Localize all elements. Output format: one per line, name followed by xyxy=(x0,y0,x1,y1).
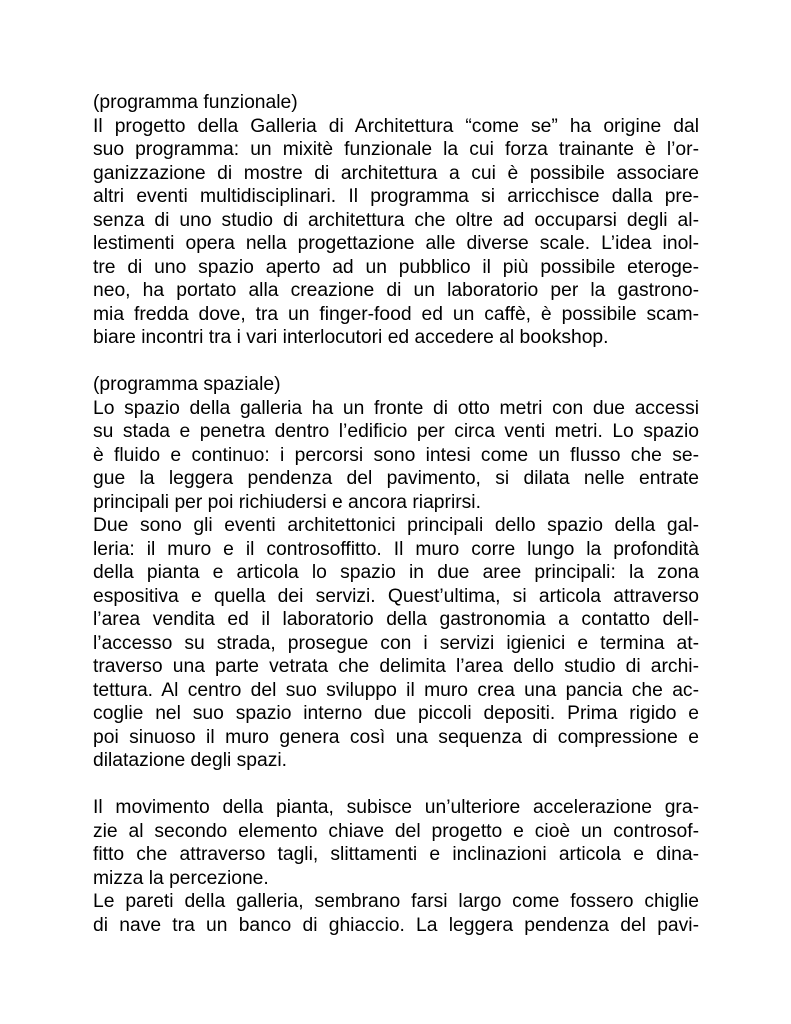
paragraph-line: fitto che attraverso tagli, slittamenti e inclinazioni articola e dina- xyxy=(93,844,699,865)
paragraph-line: suo programma: un mixitè funzionale la cui forza trainante è l’or- xyxy=(93,139,699,160)
paragraph-line: tettura. Al centro del suo sviluppo il muro crea una pancia che ac- xyxy=(93,679,699,701)
paragraph-line: mizza la percezione. xyxy=(93,867,269,889)
section-spacer xyxy=(93,350,699,374)
paragraph-line: della pianta e articola lo spazio in due aree principali: la zona xyxy=(93,562,699,583)
paragraph-line: poi sinuoso il muro genera così una sequenza di compressione e xyxy=(93,726,699,748)
paragraph-line: Il movimento della pianta, subisce un’ulteriore accelerazione gra- xyxy=(93,797,699,818)
paragraph-line: Le pareti della galleria, sembrano farsi largo come fossero chiglie xyxy=(93,891,699,912)
section-heading-spaziale: (programma spaziale) xyxy=(93,374,281,395)
paragraph-line: neo, ha portato alla creazione di un laboratorio per la gastrono- xyxy=(93,280,699,301)
paragraph-line: principali per poi richiudersi e ancora riaprirsi. xyxy=(93,491,481,513)
paragraph-line: biare incontri tra i vari interlocutori ed accedere al bookshop. xyxy=(93,327,609,348)
paragraph-line: espositiva e quella dei servizi. Quest’ultima, si articola attraverso xyxy=(93,585,699,607)
section-spacer xyxy=(93,773,699,797)
paragraph-line: Due sono gli eventi architettonici principali dello spazio della gal- xyxy=(93,515,699,536)
paragraph-line: zie al secondo elemento chiave del progetto e cioè un controsof- xyxy=(93,820,699,842)
paragraph-line: l’accesso su strada, prosegue con i servizi igienici e termina at- xyxy=(93,632,699,654)
paragraph-line: Il progetto della Galleria di Architettura “come se” ha origine dal xyxy=(93,115,699,137)
paragraph-line: dilatazione degli spazi. xyxy=(93,750,288,771)
paragraph-line: coglie nel suo spazio interno due piccoli depositi. Prima rigido e xyxy=(93,703,699,724)
paragraph-line: l’area vendita ed il laboratorio della gastronomia a contatto dell- xyxy=(93,609,699,630)
paragraph-line: leria: il muro e il controsoffitto. Il muro corre lungo la profondità xyxy=(93,538,699,560)
paragraph-line: gue la leggera pendenza del pavimento, si dilata nelle entrate xyxy=(93,468,699,489)
paragraph-line: senza di uno studio di architettura che oltre ad occuparsi degli al- xyxy=(93,209,699,231)
paragraph-line: altri eventi multidisciplinari. Il programma si arricchisce dalla pre- xyxy=(93,186,699,207)
section-heading-funzionale: (programma funzionale) xyxy=(93,92,298,113)
paragraph-line: su stada e penetra dentro l’edificio per circa venti metri. Lo spazio xyxy=(93,421,699,442)
paragraph-line: tre di uno spazio aperto ad un pubblico il più possibile eteroge- xyxy=(93,256,699,278)
paragraph-line: mia fredda dove, tra un finger-food ed un caffè, è possibile scam- xyxy=(93,303,699,325)
paragraph-line: ganizzazione di mostre di architettura a cui è possibile associare xyxy=(93,162,699,184)
paragraph-line: è fluido e continuo: i percorsi sono intesi come un flusso che se- xyxy=(93,444,699,466)
document-page xyxy=(93,91,699,937)
paragraph-line: traverso una parte vetrata che delimita l’area dello studio di archi- xyxy=(93,656,699,677)
paragraph-line: Lo spazio della galleria ha un fronte di otto metri con due accessi xyxy=(93,397,699,419)
paragraph-line: lestimenti opera nella progettazione alle diverse scale. L’idea inol- xyxy=(93,233,699,254)
paragraph-line: di nave tra un banco di ghiaccio. La leggera pendenza del pavi- xyxy=(93,914,699,936)
